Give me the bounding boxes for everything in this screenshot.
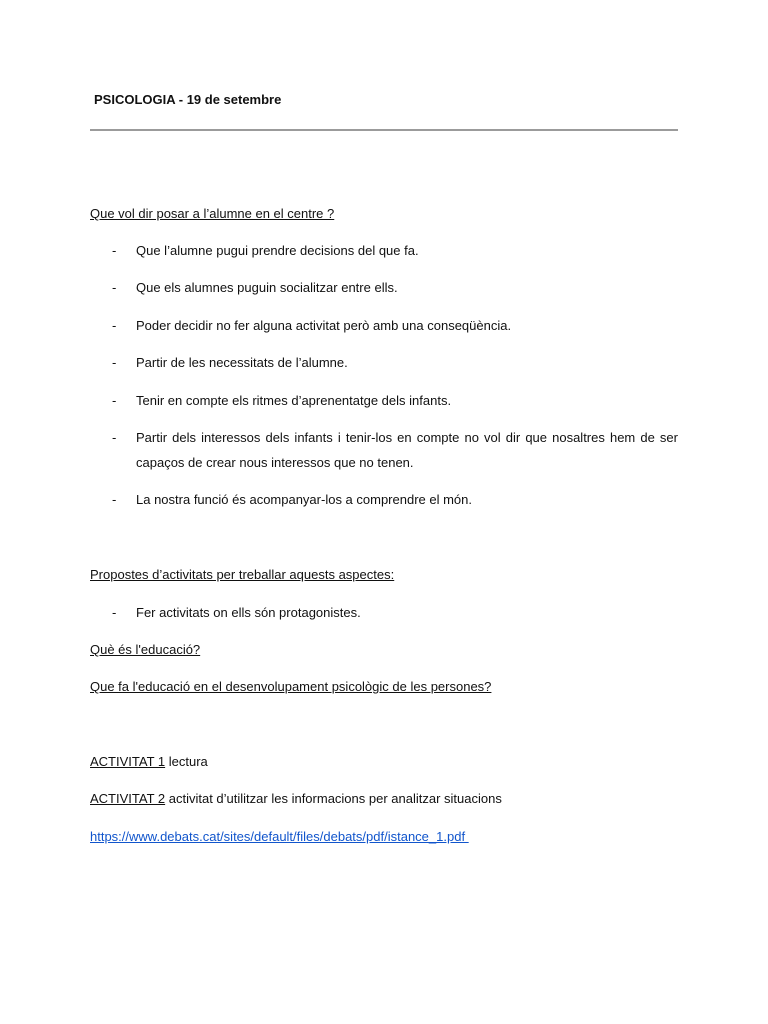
bullet-dash: - bbox=[112, 318, 117, 333]
activity-1-text: lectura bbox=[168, 754, 208, 769]
bullet-dash: - bbox=[112, 243, 117, 258]
section-heading-centre: Que vol dir posar a l’alumne en el centre ? bbox=[90, 206, 335, 221]
list-item bbox=[112, 487, 678, 512]
list-item-text: Poder decidir no fer alguna activitat però amb una conseqüència. bbox=[136, 318, 512, 333]
list-item bbox=[112, 600, 678, 625]
list-item bbox=[112, 275, 678, 300]
bullet-dash: - bbox=[112, 605, 117, 620]
bullet-dash: - bbox=[112, 492, 117, 507]
bullet-dash: - bbox=[112, 393, 117, 408]
activity-1 bbox=[90, 753, 208, 771]
reference-link[interactable]: https://www.debats.cat/sites/default/files/debats/pdf/istance_1.pdf bbox=[90, 829, 469, 844]
activity-2-text: activitat d’utilitzar les informacions per analitzar situacions bbox=[168, 791, 502, 806]
list-item-text: Que l’alumne pugui prendre decisions del que fa. bbox=[136, 243, 419, 258]
list-item bbox=[112, 313, 678, 338]
list-item-text: Fer activitats on ells són protagonistes. bbox=[136, 605, 361, 620]
question-desenvolupament: Que fa l'educació en el desenvolupament psicològic de les persones? bbox=[90, 679, 492, 694]
page-title: PSICOLOGIA - 19 de setembre bbox=[94, 92, 282, 107]
bullet-dash: - bbox=[112, 355, 117, 370]
title-divider bbox=[90, 129, 678, 131]
list-item-text: Partir de les necessitats de l’alumne. bbox=[136, 355, 348, 370]
activity-2 bbox=[90, 790, 502, 808]
activity-2-label: ACTIVITAT 2 bbox=[90, 791, 166, 806]
list-item bbox=[112, 425, 678, 475]
activity-1-label: ACTIVITAT 1 bbox=[90, 754, 166, 769]
list-item-text: Tenir en compte els ritmes d’aprenentatge dels infants. bbox=[136, 393, 452, 408]
list-item-text: Partir dels interessos dels infants i tenir-los en compte no vol dir que nosaltres hem de ser capaços de crear nous interessos que no tenen. bbox=[136, 430, 678, 470]
list-item bbox=[112, 350, 678, 375]
section-heading-activitats: Propostes d’activitats per treballar aquests aspectes: bbox=[90, 567, 395, 582]
bullet-dash: - bbox=[112, 430, 117, 445]
list-item bbox=[112, 388, 678, 413]
list-item bbox=[112, 238, 678, 263]
list-item-text: La nostra funció és acompanyar-los a comprendre el món. bbox=[136, 492, 473, 507]
bullet-dash: - bbox=[112, 280, 117, 295]
list-item-text: Que els alumnes puguin socialitzar entre ells. bbox=[136, 280, 398, 295]
question-educacio: Què és l'educació? bbox=[90, 642, 201, 657]
